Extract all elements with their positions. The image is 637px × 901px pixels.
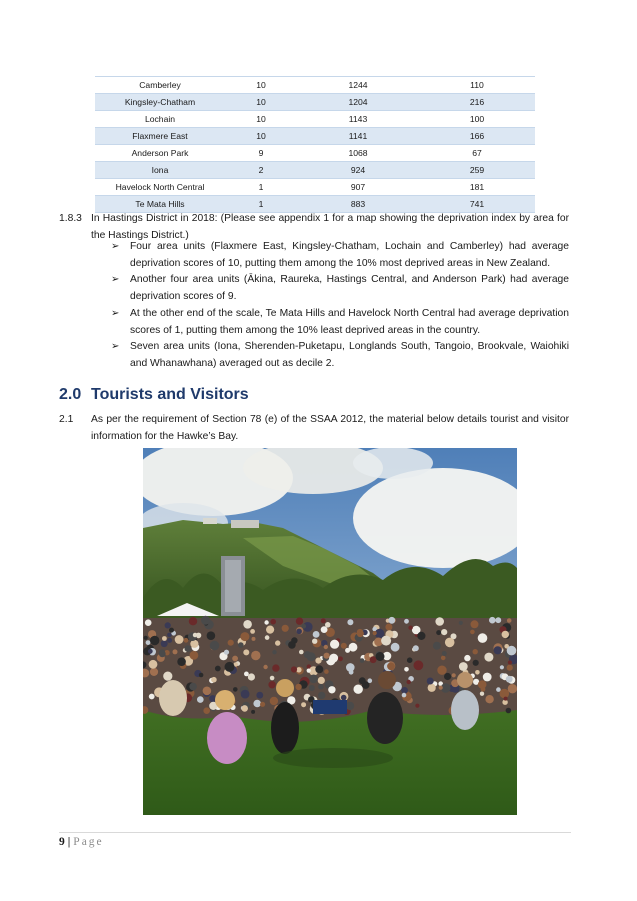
bullet-text: At the other end of the scale, Te Mata Hills and Havelock North Central had average deprivation scores of 1, putting them among the 10% least deprived areas in the country. <box>130 307 569 336</box>
decile-cell: 10 <box>256 114 266 124</box>
population-cell: 67 <box>472 148 482 158</box>
population-cell: 100 <box>469 114 485 124</box>
bullet-text: Seven area units (Iona, Sherenden-Puketapu, Longlands South, Tangoio, Brookvale, Waiohiki and Whanawhana) averaged out as decile 2. <box>130 341 569 370</box>
area-unit-cell: Iona <box>151 165 169 175</box>
score-cell: 924 <box>350 165 366 175</box>
score-cell: 1068 <box>348 148 368 158</box>
concert-crowd-photo <box>143 448 517 815</box>
area-unit-cell: Flaxmere East <box>132 131 188 141</box>
area-unit-cell: Lochain <box>144 114 176 124</box>
table-body <box>95 77 535 213</box>
population-cell: 110 <box>470 80 484 90</box>
deprivation-table <box>95 76 535 213</box>
decile-cell: 10 <box>256 97 266 107</box>
area-unit-cell: Te Mata Hills <box>135 199 185 209</box>
footer-rule <box>59 832 571 833</box>
bullet-list <box>111 239 569 373</box>
area-unit-cell: Anderson Park <box>131 148 189 158</box>
population-cell: 259 <box>469 165 485 175</box>
decile-cell: 1 <box>258 182 264 192</box>
score-cell: 907 <box>350 182 366 192</box>
score-cell: 1143 <box>348 114 368 124</box>
bullet-text: Four area units (Flaxmere East, Kingsley-Chatham, Lochain and Camberley) had average deprivation scores of 10, putting them among the 10% most deprived areas in New Zealand. <box>130 241 569 269</box>
paragraph-number: 2.1 <box>59 414 74 425</box>
paragraph-number: 1.8.3 <box>59 213 82 224</box>
population-cell: 181 <box>469 182 485 192</box>
list-item <box>111 306 569 339</box>
area-unit-cell: Kingsley-Chatham <box>124 97 196 107</box>
decile-cell: 9 <box>258 148 264 158</box>
table-row <box>95 128 535 145</box>
page-number: 9 <box>59 836 65 848</box>
table-row <box>95 77 535 94</box>
decile-cell: 1 <box>258 199 264 209</box>
section-number: 2.0 <box>59 386 82 403</box>
population-cell: 166 <box>469 131 485 141</box>
score-cell: 1244 <box>348 80 368 90</box>
table-row <box>95 162 535 179</box>
area-unit-cell: Camberley <box>139 80 181 90</box>
paragraph-text: As per the requirement of Section 78 (e) of the SSAA 2012, the material below details tourist and visitor information for the Hawke’s Bay. <box>91 414 569 442</box>
list-item <box>111 272 569 305</box>
list-item <box>111 239 569 272</box>
arrow-bullet-icon: ➢ <box>111 341 120 353</box>
area-unit-cell: Havelock North Central <box>115 182 205 192</box>
table-row <box>95 111 535 128</box>
section-title: Tourists and Visitors <box>91 386 249 403</box>
list-item <box>111 339 569 372</box>
paragraph-2-1 <box>59 412 569 445</box>
score-cell: 883 <box>350 199 366 209</box>
decile-cell: 10 <box>256 131 266 141</box>
page-footer <box>59 836 104 848</box>
decile-cell: 2 <box>258 165 264 175</box>
score-cell: 1141 <box>348 131 368 141</box>
table-row <box>95 179 535 196</box>
arrow-bullet-icon: ➢ <box>111 274 120 286</box>
section-heading <box>59 386 249 404</box>
arrow-bullet-icon: ➢ <box>111 241 120 252</box>
table-row <box>95 196 535 213</box>
paragraph-text: In Hastings District in 2018: (Please see appendix 1 for a map showing the deprivation index by area for the Hastings District.) <box>91 213 569 241</box>
decile-cell: 10 <box>256 80 266 90</box>
table-row <box>95 94 535 111</box>
population-cell: 216 <box>469 97 485 107</box>
score-cell: 1204 <box>348 97 368 107</box>
footer-separator: | <box>67 836 71 848</box>
arrow-bullet-icon: ➢ <box>111 307 120 319</box>
table-row <box>95 145 535 162</box>
population-cell: 741 <box>469 199 485 209</box>
bullet-text: Another four area units (Ākina, Raureka, Hastings Central, and Anderson Park) had average deprivation scores of 9. <box>130 274 569 303</box>
page-label: Page <box>73 836 104 848</box>
